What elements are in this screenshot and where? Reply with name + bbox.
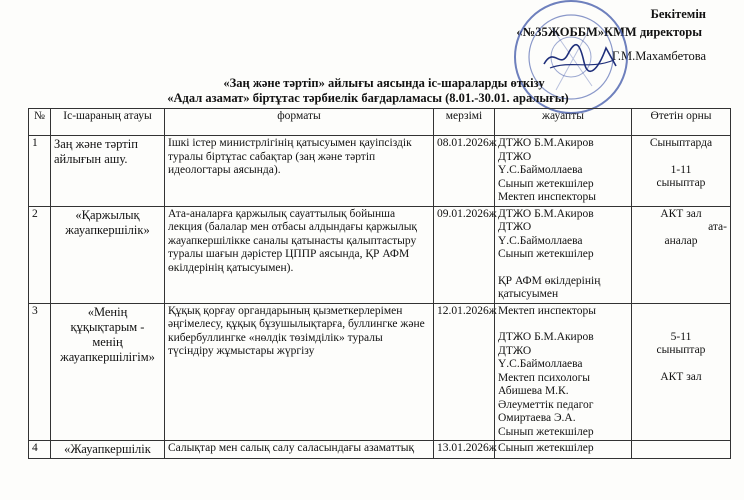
- place-line: ата-: [708, 221, 727, 233]
- event-place: [632, 206, 731, 303]
- event-responsible: [495, 136, 632, 207]
- row-number: 3: [29, 303, 51, 441]
- row-number: 2: [29, 206, 51, 303]
- responsible-line: Сынып жетекшілер: [498, 248, 594, 260]
- event-place: [632, 303, 731, 441]
- place-line: 5-11: [670, 330, 692, 343]
- event-responsible: [495, 303, 632, 441]
- responsible-line: ДТЖО: [498, 344, 532, 357]
- event-format: Ішкі істер министрлігінің қатысуымен қауіпсіздік туралы біртұтас сабақтар (заң және тәртіп идеологтары аясында).: [165, 136, 434, 207]
- table-row: [29, 206, 731, 303]
- events-table: [28, 108, 731, 459]
- event-name: Заң және тәртіп айлығын ашу.: [51, 136, 165, 207]
- event-responsible: Сынып жетекшілер: [495, 441, 632, 459]
- responsible-line: [498, 262, 628, 275]
- responsible-line: [498, 318, 628, 331]
- place-line: АКТ зал: [660, 370, 702, 383]
- event-format: Құқық қорғау органдарының қызметкерлерімен әңгімелесу, құқық бұзушылықтарға, буллингке және кибербуллингке «нөлдік төзімділік» туралы түсіндіру жұмыстары жүргізу: [165, 303, 434, 441]
- responsible-line: ҚР АФМ өкілдерінің қатысуымен: [498, 274, 601, 300]
- place-line: 1-11: [670, 163, 692, 176]
- header-place: Өтетін орны: [632, 109, 731, 136]
- responsible-line: Омиртаева Э.А.: [498, 412, 576, 424]
- responsible-line: Сынып жетекшілер: [498, 177, 594, 190]
- responsible-line: Мектеп инспекторы: [498, 191, 596, 203]
- event-date: 09.01.2026ж: [434, 206, 495, 303]
- header-responsible: жауапты: [495, 109, 632, 136]
- responsible-line: Мектеп инспекторы: [498, 304, 596, 317]
- signature-icon: [540, 40, 620, 74]
- event-place: [632, 136, 731, 207]
- table-row: [29, 303, 731, 441]
- place-line: [635, 305, 727, 318]
- responsible-line: Әлеуметтік педагог: [498, 398, 594, 411]
- place-line: [635, 151, 727, 164]
- responsible-line: ДТЖО: [498, 150, 532, 163]
- event-name: «Қаржылық жауапкершілік»: [51, 206, 165, 303]
- place-line: сыныптар: [656, 344, 706, 356]
- responsible-line: ДТЖО: [498, 221, 532, 233]
- row-number: 1: [29, 136, 51, 207]
- table-header-row: [29, 109, 731, 136]
- header-number: №: [29, 109, 51, 136]
- approval-line1: Бекітемін: [650, 7, 706, 21]
- event-name: «Жауапкершілік: [51, 441, 165, 459]
- responsible-line: Сынып жетекшілер: [498, 425, 594, 438]
- responsible-line: Ү.С.Баймоллаева: [498, 164, 583, 176]
- place-line: аналар: [664, 234, 698, 247]
- event-place: [632, 441, 731, 459]
- event-date: 08.01.2026ж: [434, 136, 495, 207]
- responsible-line: Ү.С.Баймоллаева: [498, 358, 583, 370]
- responsible-line: Абишева М.К.: [498, 385, 569, 397]
- responsible-line: Ү.С.Баймоллаева: [498, 234, 583, 247]
- row-number: 4: [29, 441, 51, 459]
- event-format: Салықтар мен салық салу саласындағы азаматтық: [165, 441, 434, 459]
- responsible-line: ДТЖО Б.М.Акиров: [498, 331, 594, 343]
- header-format: форматы: [165, 109, 434, 136]
- table-row: [29, 441, 731, 459]
- place-line: сыныптар: [656, 177, 706, 189]
- event-date: 13.01.2026ж: [434, 441, 495, 459]
- place-line: [635, 358, 727, 371]
- header-date: мерзімі: [434, 109, 495, 136]
- place-line: [635, 318, 727, 331]
- approval-signatory: Г.М.Махамбетова: [612, 49, 706, 63]
- responsible-line: ДТЖО Б.М.Акиров: [498, 207, 594, 220]
- place-line: АКТ зал: [660, 207, 702, 220]
- title-line1: «Заң және тәртіп» айлығы аясында іс-шараларды өткізу: [223, 76, 545, 90]
- table-row: [29, 136, 731, 207]
- event-responsible: [495, 206, 632, 303]
- approval-line2: «№35ЖОББМ»КММ директоры: [516, 25, 702, 39]
- event-date: 12.01.2026ж: [434, 303, 495, 441]
- event-name: «Менің құқықтарым - менің жауапкершілігім»: [51, 303, 165, 441]
- header-event-name: Іс-шараның атауы: [51, 109, 165, 136]
- responsible-line: ДТЖО Б.М.Акиров: [498, 137, 594, 149]
- event-format: Ата-аналарға қаржылық сауаттылық бойынша лекция (балалар мен отбасы алдындағы қаржылық жауапкершілікке саналы қатынасты қалыптастыру туралы шағын дәрістер ЦППР аясында, ҚР АФМ өкілдерінің қатысуымен).: [165, 206, 434, 303]
- place-line: Сыныптарда: [649, 137, 713, 149]
- title-line2: «Адал азамат» біртұтас тәрбиелік бағдарламасы (8.01.-30.01. аралығы): [167, 91, 569, 105]
- responsible-line: Мектеп психологы: [498, 371, 591, 384]
